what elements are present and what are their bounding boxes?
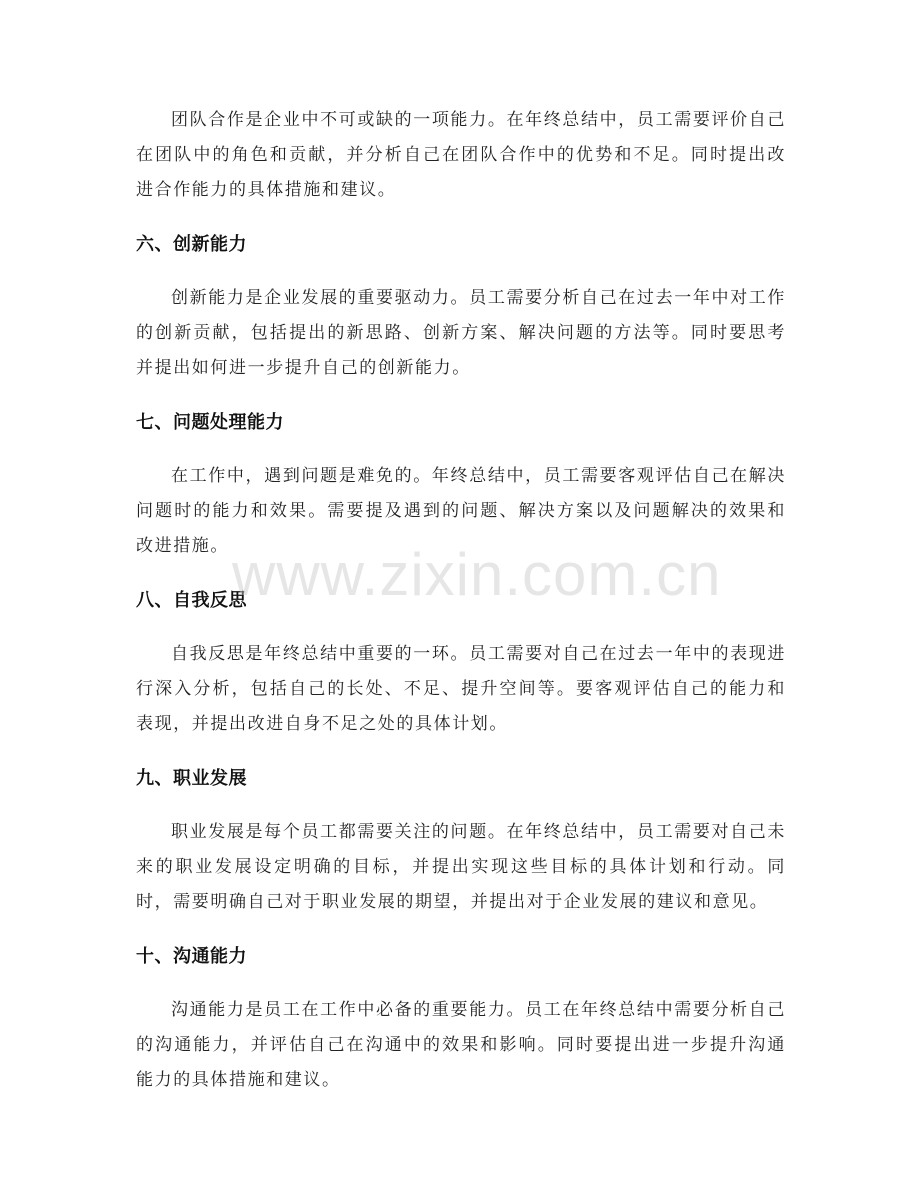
- section-heading-problem-solving: 七、问题处理能力: [136, 412, 284, 433]
- watermark: www.zixin.com.cn: [232, 541, 722, 608]
- section-paragraph-career-development: 职业发展是每个员工都需要关注的问题。在年终总结中，员工需要对自己未来的职业发展设定明确的目标，并提出实现这些目标的具体计划和行动。同时，需要明确自己对于职业发展的期望，并提出对于企业发展的建议和意见。: [136, 822, 786, 912]
- section-paragraph-communication: 沟通能力是员工在工作中必备的重要能力。员工在年终总结中需要分析自己的沟通能力，并评估自己在沟通中的效果和影响。同时要提出进一步提升沟通能力的具体措施和建议。: [136, 1000, 786, 1090]
- section-paragraph-problem-solving: 在工作中，遇到问题是难免的。年终总结中，员工需要客观评估自己在解决问题时的能力和效果。需要提及遇到的问题、解决方案以及问题解决的效果和改进措施。: [136, 466, 786, 556]
- section-heading-communication: 十、沟通能力: [136, 946, 247, 967]
- section-heading-career-development: 九、职业发展: [136, 768, 247, 789]
- section-paragraph-innovation: 创新能力是企业发展的重要驱动力。员工需要分析自己在过去一年中对工作的创新贡献，包括提出的新思路、创新方案、解决问题的方法等。同时要思考并提出如何进一步提升自己的创新能力。: [136, 288, 786, 378]
- document-body: [136, 103, 786, 1098]
- section-heading-innovation: 六、创新能力: [136, 234, 247, 255]
- intro-paragraph: 团队合作是企业中不可或缺的一项能力。在年终总结中，员工需要评价自己在团队中的角色和贡献，并分析自己在团队合作中的优势和不足。同时提出改进合作能力的具体措施和建议。: [136, 110, 786, 200]
- section-heading-self-reflection: 八、自我反思: [136, 590, 247, 611]
- section-paragraph-self-reflection: 自我反思是年终总结中重要的一环。员工需要对自己在过去一年中的表现进行深入分析，包括自己的长处、不足、提升空间等。要客观评估自己的能力和表现，并提出改进自身不足之处的具体计划。: [136, 644, 786, 734]
